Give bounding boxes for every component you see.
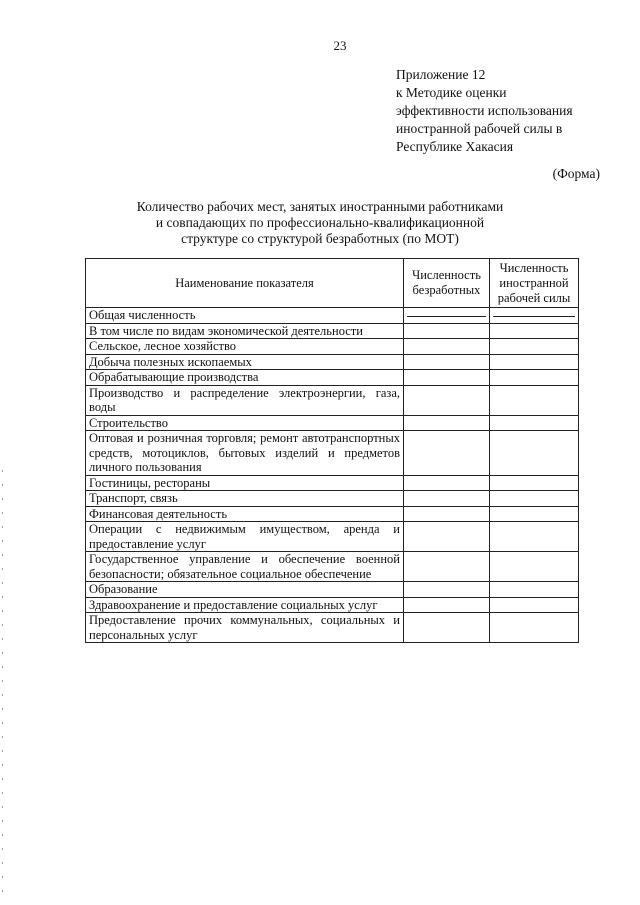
indicator-name: Сельское, лесное хозяйство (86, 339, 404, 355)
margin-speck (2, 848, 3, 850)
indicator-name: Финансовая деятельность (86, 506, 404, 522)
table-row (86, 323, 579, 339)
margin-speck (2, 470, 3, 472)
margin-speck (2, 484, 3, 486)
foreign-value-cell (490, 354, 579, 370)
foreign-value-cell (490, 415, 579, 431)
page-number: 23 (333, 38, 347, 53)
indicator-name: Государственное управление и обеспечение военной безопасности; обязательное социальное обеспечение (86, 552, 404, 582)
table-row (86, 597, 579, 613)
margin-speck (2, 722, 3, 724)
foreign-value-cell (490, 385, 579, 415)
margin-speck (2, 820, 3, 822)
header-unemployed-count: Численность безработных (404, 259, 490, 308)
margin-speck (2, 638, 3, 640)
foreign-value-cell (490, 339, 579, 355)
margin-speck (2, 806, 3, 808)
margin-speck (2, 890, 3, 892)
margin-speck (2, 540, 3, 542)
table-row (86, 431, 579, 476)
unemployed-value-cell (404, 475, 490, 491)
appendix-header (396, 66, 616, 156)
table-row (86, 370, 579, 386)
indicator-name: Добыча полезных ископаемых (86, 354, 404, 370)
appendix-line: эффективности использования (396, 103, 573, 118)
margin-speck (2, 876, 3, 878)
table-row (86, 415, 579, 431)
appendix-line: иностранной рабочей силы в (396, 121, 563, 136)
foreign-value-cell (490, 491, 579, 507)
foreign-value-cell (490, 522, 579, 552)
scan-margin-marks (2, 0, 3, 905)
foreign-value-cell (490, 475, 579, 491)
form-label: (Форма) (552, 166, 600, 181)
foreign-value-cell (490, 308, 579, 324)
appendix-line: Республике Хакасия (396, 139, 514, 154)
indicator-name: Здравоохранение и предоставление социальных услуг (86, 597, 404, 613)
table-row (86, 339, 579, 355)
margin-speck (2, 750, 3, 752)
margin-speck (2, 498, 3, 500)
margin-speck (2, 652, 3, 654)
indicator-name: Строительство (86, 415, 404, 431)
margin-speck (2, 778, 3, 780)
margin-speck (2, 792, 3, 794)
title-line: и совпадающих по профессионально-квалификационной (155, 215, 485, 230)
unemployed-value-cell (404, 370, 490, 386)
margin-speck (2, 764, 3, 766)
unemployed-value-cell (404, 597, 490, 613)
title-line: структуре со структурой безработных (по МОТ) (181, 231, 459, 246)
table-row (86, 354, 579, 370)
margin-speck (2, 582, 3, 584)
header-foreign-workforce-count: Численность иностранной рабочей силы (490, 259, 579, 308)
foreign-value-cell (490, 552, 579, 582)
title-line: Количество рабочих мест, занятых иностранными работниками (136, 199, 504, 214)
margin-speck (2, 666, 3, 668)
table-row (86, 491, 579, 507)
table-row (86, 522, 579, 552)
foreign-value-cell (490, 506, 579, 522)
unemployed-value-cell (404, 339, 490, 355)
document-title (90, 199, 550, 247)
table-header-row (86, 259, 579, 308)
foreign-value-cell (490, 370, 579, 386)
indicator-name: Производство и распределение электроэнергии, газа, воды (86, 385, 404, 415)
margin-speck (2, 568, 3, 570)
margin-speck (2, 596, 3, 598)
indicator-name: Транспорт, связь (86, 491, 404, 507)
table-row (86, 582, 579, 598)
indicator-name: Операции с недвижимым имуществом, аренда и предоставление услуг (86, 522, 404, 552)
unemployed-value-cell (404, 506, 490, 522)
indicator-name: Обрабатывающие производства (86, 370, 404, 386)
table-row (86, 385, 579, 415)
table-row (86, 506, 579, 522)
foreign-value-cell (490, 431, 579, 476)
foreign-value-cell (490, 323, 579, 339)
margin-speck (2, 680, 3, 682)
indicator-name: Оптовая и розничная торговля; ремонт автотранспортных средств, мотоциклов, бытовых изделий и предметов личного пользования (86, 431, 404, 476)
table-row (86, 552, 579, 582)
unemployed-value-cell (404, 431, 490, 476)
unemployed-value-cell (404, 613, 490, 643)
unemployed-value-cell (404, 522, 490, 552)
indicator-name: Предоставление прочих коммунальных, социальных и персональных услуг (86, 613, 404, 643)
appendix-line: Приложение 12 (396, 67, 486, 82)
margin-speck (2, 624, 3, 626)
table-row (86, 613, 579, 643)
unemployed-value-cell (404, 385, 490, 415)
indicator-name: Гостиницы, рестораны (86, 475, 404, 491)
header-indicator-name: Наименование показателя (86, 259, 404, 308)
indicators-table (85, 258, 579, 643)
margin-speck (2, 694, 3, 696)
unemployed-value-cell (404, 323, 490, 339)
appendix-line: к Методике оценки (396, 85, 507, 100)
indicator-name: Общая численность (86, 308, 404, 324)
foreign-value-cell (490, 582, 579, 598)
margin-speck (2, 862, 3, 864)
margin-speck (2, 834, 3, 836)
margin-speck (2, 736, 3, 738)
table-row (86, 308, 579, 324)
foreign-value-cell (490, 597, 579, 613)
margin-speck (2, 512, 3, 514)
unemployed-value-cell (404, 354, 490, 370)
unemployed-value-cell (404, 491, 490, 507)
unemployed-value-cell (404, 582, 490, 598)
cell-divider-line (407, 316, 486, 317)
cell-divider-line (493, 316, 575, 317)
table-row (86, 475, 579, 491)
margin-speck (2, 708, 3, 710)
margin-speck (2, 526, 3, 528)
margin-speck (2, 554, 3, 556)
indicator-name: В том числе по видам экономической деятельности (86, 323, 404, 339)
foreign-value-cell (490, 613, 579, 643)
unemployed-value-cell (404, 415, 490, 431)
margin-speck (2, 610, 3, 612)
unemployed-value-cell (404, 552, 490, 582)
unemployed-value-cell (404, 308, 490, 324)
indicator-name: Образование (86, 582, 404, 598)
